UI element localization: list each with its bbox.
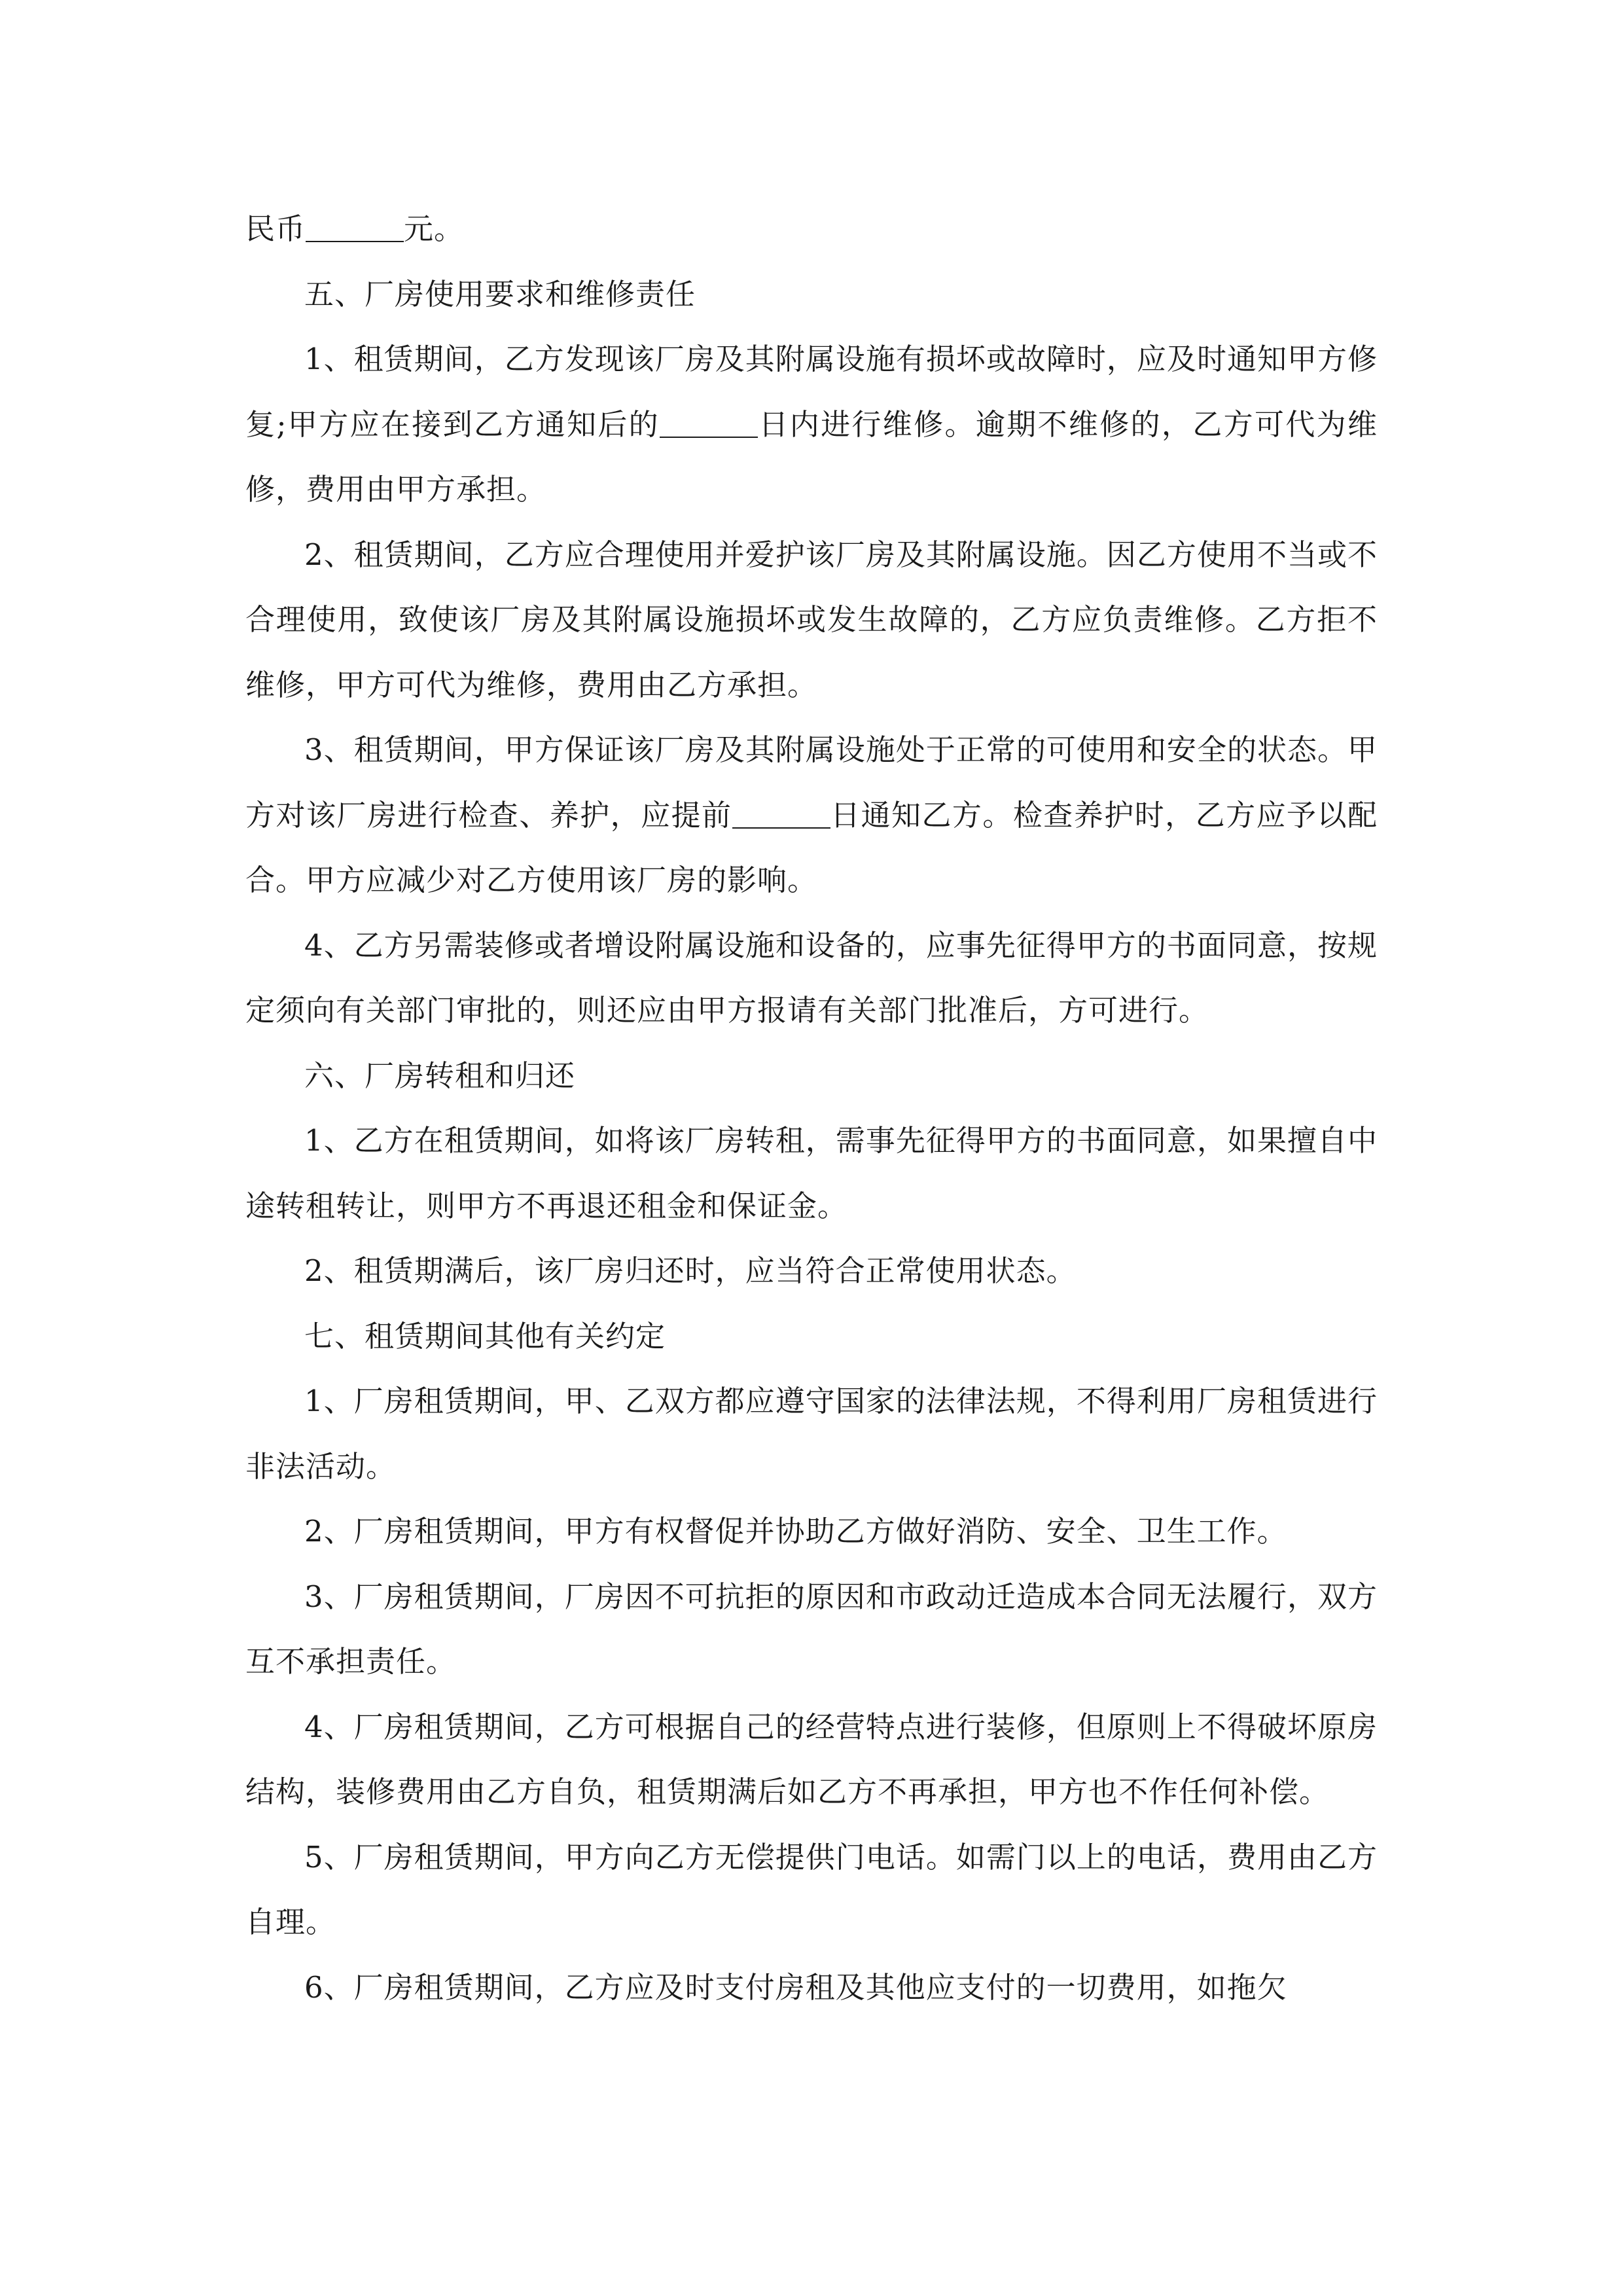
clause-7-2 [245, 1499, 1378, 1564]
paragraph-currency-line [245, 196, 1378, 262]
clause-7-5 [245, 1825, 1378, 1955]
fill-in-blank [306, 209, 404, 243]
text-segment: 4、乙方另需装修或者增设附属设施和设备的，应事先征得甲方的书面同意，按规定须向有关部门审批的，则还应由甲方报请有关部门批准后，方可进行。 [245, 927, 1378, 1028]
text-segment: 1、租赁期间，乙方发现该厂房及其附属设施有损坏或故障时，应及时通知甲方修复;甲方应在接到乙方通知后的 [245, 342, 1378, 442]
heading-text: 七、租赁期间其他有关约定 [304, 1318, 666, 1354]
clause-7-4 [245, 1695, 1378, 1825]
text-segment: 2、租赁期满后，该厂房归还时，应当符合正常使用状态。 [304, 1253, 1077, 1288]
fill-in-blank [660, 404, 758, 438]
heading-text: 五、厂房使用要求和维修责任 [304, 276, 696, 312]
text-segment: 2、厂房租赁期间，甲方有权督促并协助乙方做好消防、安全、卫生工作。 [304, 1514, 1287, 1549]
clause-5-2 [245, 522, 1378, 718]
clause-7-3 [245, 1564, 1378, 1695]
section-heading-other-terms [245, 1304, 1378, 1369]
text-segment: 民币 [245, 211, 306, 246]
clause-7-1 [245, 1369, 1378, 1499]
clause-7-6 [245, 1955, 1378, 2020]
clause-5-4 [245, 913, 1378, 1043]
clause-6-1 [245, 1108, 1378, 1238]
text-segment: 2、租赁期间，乙方应合理使用并爱护该厂房及其附属设施。因乙方使用不当或不合理使用，致使该厂房及其附属设施损坏或发生故障的，乙方应负责维修。乙方拒不维修，甲方可代为维修，费用由乙方承担。 [245, 537, 1378, 702]
text-segment: 元。 [404, 211, 465, 246]
text-segment: 日内进行维修。逾期不维修的，乙方可代为维修，费用由甲方承担。 [245, 406, 1378, 507]
clause-6-2 [245, 1238, 1378, 1304]
text-segment: 4、厂房租赁期间，乙方可根据自己的经营特点进行装修，但原则上不得破坏原房结构，装修费用由乙方自负，租赁期满后如乙方不再承担，甲方也不作任何补偿。 [245, 1709, 1378, 1809]
text-segment: 1、厂房租赁期间，甲、乙双方都应遵守国家的法律法规，不得利用厂房租赁进行非法活动。 [245, 1384, 1378, 1484]
text-segment: 日通知乙方。检查养护时，乙方应予以配合。甲方应减少对乙方使用该厂房的影响。 [245, 797, 1378, 897]
clause-5-1 [245, 327, 1378, 522]
text-segment: 3、租赁期间，甲方保证该厂房及其附属设施处于正常的可使用和安全的状态。甲方对该厂房进行检查、养护，应提前 [245, 732, 1378, 833]
fill-in-blank [732, 795, 830, 829]
text-segment: 6、厂房租赁期间，乙方应及时支付房租及其他应支付的一切费用，如拖欠 [304, 1969, 1287, 2005]
text-segment: 3、厂房租赁期间，厂房因不可抗拒的原因和市政动迁造成本合同无法履行，双方互不承担责任。 [245, 1579, 1378, 1679]
contract-body [245, 196, 1378, 2020]
text-segment: 5、厂房租赁期间，甲方向乙方无偿提供门电话。如需门以上的电话，费用由乙方自理。 [245, 1839, 1378, 1939]
clause-5-3 [245, 717, 1378, 913]
section-heading-sublease-return [245, 1043, 1378, 1109]
section-heading-usage-repair [245, 262, 1378, 327]
heading-text: 六、厂房转租和归还 [304, 1058, 576, 1093]
text-segment: 1、乙方在租赁期间，如将该厂房转租，需事先征得甲方的书面同意，如果擅自中途转租转让，则甲方不再退还租金和保证金。 [245, 1123, 1378, 1223]
